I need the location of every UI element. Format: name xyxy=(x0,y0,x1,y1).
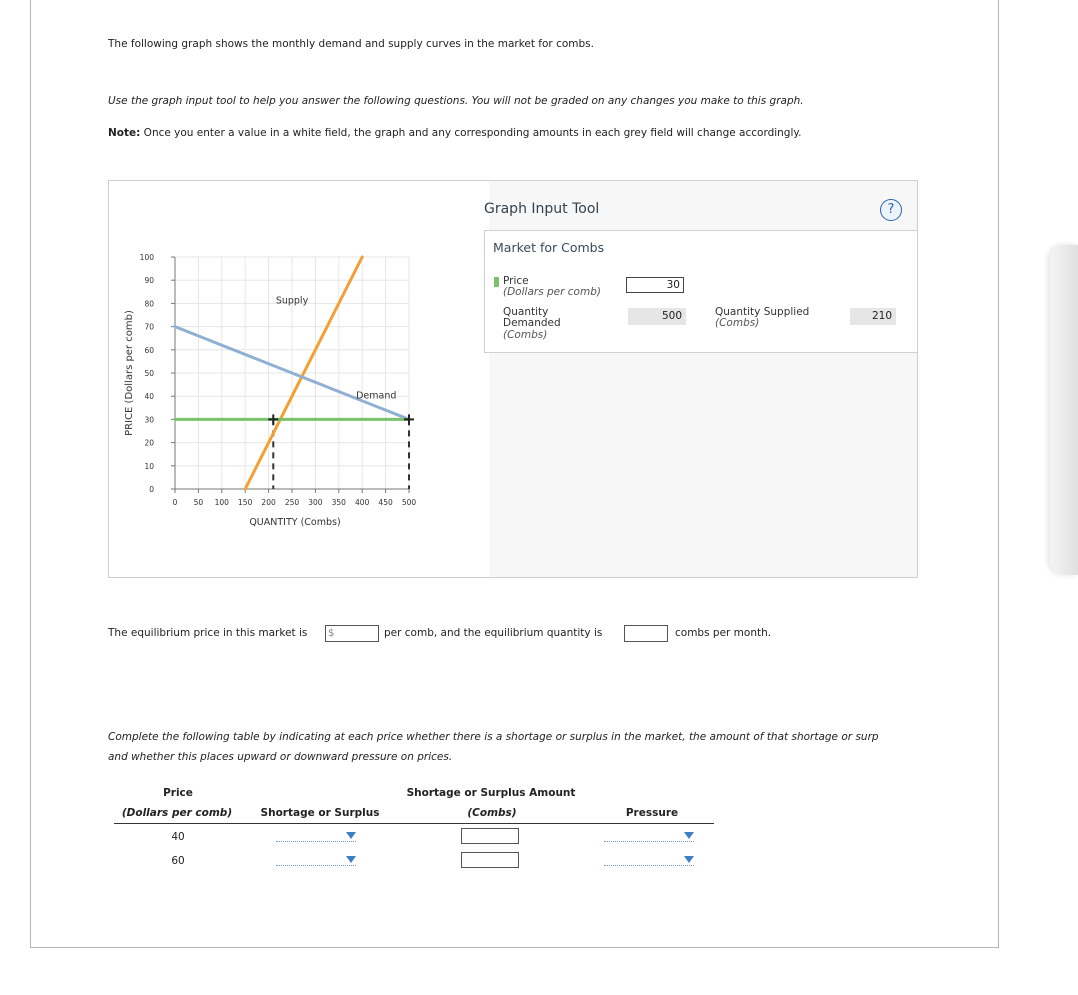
qs-unit: (Combs) xyxy=(715,317,760,329)
table-header-rule xyxy=(114,823,714,824)
price-input[interactable]: 30 xyxy=(626,277,684,293)
y-tick-label: 90 xyxy=(144,276,154,286)
x-tick-label: 350 xyxy=(331,498,346,507)
x-tick-label: 150 xyxy=(238,498,253,507)
shortage-surplus-dropdown-1[interactable] xyxy=(276,831,356,842)
qd-label-1: Quantity xyxy=(503,306,549,318)
supply-demand-chart[interactable] xyxy=(109,181,489,577)
note-label: Note: xyxy=(108,127,141,139)
y-tick-label: 0 xyxy=(149,485,154,494)
quantity-demanded-value: 500 xyxy=(628,308,686,325)
x-tick-label: 450 xyxy=(378,498,393,507)
graph-area xyxy=(109,181,489,577)
qd-label-2: Demanded xyxy=(503,317,561,329)
equilibrium-text-2: per comb, and the equilibrium quantity is xyxy=(384,627,603,639)
price-legend-swatch xyxy=(494,277,499,287)
x-tick-label: 200 xyxy=(261,498,276,507)
qd-unit: (Combs) xyxy=(503,329,548,341)
y-tick-label: 40 xyxy=(144,392,154,402)
chevron-down-icon xyxy=(684,856,694,863)
y-axis-label: PRICE (Dollars per comb) xyxy=(124,310,135,436)
amount-unit-header: (Combs) xyxy=(467,807,517,819)
intro-text: The following graph shows the monthly demand and supply curves in the market for combs. xyxy=(108,38,594,50)
supply-label: Supply xyxy=(275,295,309,307)
x-tick-label: 100 xyxy=(214,498,229,507)
help-icon[interactable]: ? xyxy=(880,199,902,221)
y-tick-label: 70 xyxy=(144,322,154,332)
equilibrium-quantity-input[interactable] xyxy=(624,625,668,642)
y-tick-label: 60 xyxy=(144,345,154,355)
y-tick-label: 10 xyxy=(144,461,154,471)
x-tick-label: 300 xyxy=(308,498,323,507)
note-text xyxy=(108,127,801,139)
x-tick-label: 500 xyxy=(401,498,417,507)
equilibrium-price-input[interactable]: $ xyxy=(325,625,379,642)
y-tick-label: 30 xyxy=(144,415,154,425)
x-axis-label: QUANTITY (Combs) xyxy=(249,517,341,528)
x-tick-label: 0 xyxy=(172,498,178,507)
price-unit: (Dollars per comb) xyxy=(503,286,601,298)
chevron-down-icon xyxy=(346,832,356,839)
demand-label: Demand xyxy=(356,390,397,402)
row-price-60: 60 xyxy=(171,855,185,867)
amount-input-1[interactable] xyxy=(461,828,519,844)
pressure-dropdown-1[interactable] xyxy=(604,831,694,842)
market-title: Market for Combs xyxy=(493,240,605,255)
shortage-surplus-dropdown-2[interactable] xyxy=(276,855,356,866)
x-tick-label: 400 xyxy=(355,498,370,507)
tool-title: Graph Input Tool xyxy=(484,201,600,217)
chevron-down-icon xyxy=(684,832,694,839)
note-body: Once you enter a value in a white field, the graph and any corresponding amounts in each grey field will change accordingly. xyxy=(140,127,802,139)
pressure-dropdown-2[interactable] xyxy=(604,855,694,866)
x-tick-label: 250 xyxy=(284,498,300,507)
shortage-header: Shortage or Surplus xyxy=(260,807,380,819)
price-label: Price xyxy=(503,275,529,287)
side-panel-handle[interactable] xyxy=(1050,245,1078,575)
equilibrium-text-1: The equilibrium price in this market is xyxy=(108,627,308,639)
y-tick-label: 80 xyxy=(144,299,154,309)
y-tick-label: 100 xyxy=(139,253,154,262)
y-tick-label: 50 xyxy=(144,369,154,378)
chevron-down-icon xyxy=(346,856,356,863)
amount-input-2[interactable] xyxy=(461,852,519,868)
y-tick-label: 20 xyxy=(144,438,154,448)
x-tick-label: 50 xyxy=(193,498,204,507)
price-header: Price xyxy=(163,787,193,799)
table-instructions-2: and whether this places upward or downward pressure on prices. xyxy=(108,751,453,763)
qs-label: Quantity Supplied xyxy=(715,306,810,318)
table-instructions-1: Complete the following table by indicating at each price whether there is a shortage or surplus in the market, the amount of that shortage or surp xyxy=(108,731,879,743)
amount-header: Shortage or Surplus Amount xyxy=(406,787,576,799)
quantity-supplied-value: 210 xyxy=(850,308,896,325)
row-price-40: 40 xyxy=(171,831,185,843)
pressure-header: Pressure xyxy=(625,807,679,819)
price-unit-header: (Dollars per comb) xyxy=(121,807,233,819)
equilibrium-text-3: combs per month. xyxy=(675,627,772,639)
instructions-text: Use the graph input tool to help you answer the following questions. You will not be graded on any changes you make to this graph. xyxy=(108,95,804,107)
